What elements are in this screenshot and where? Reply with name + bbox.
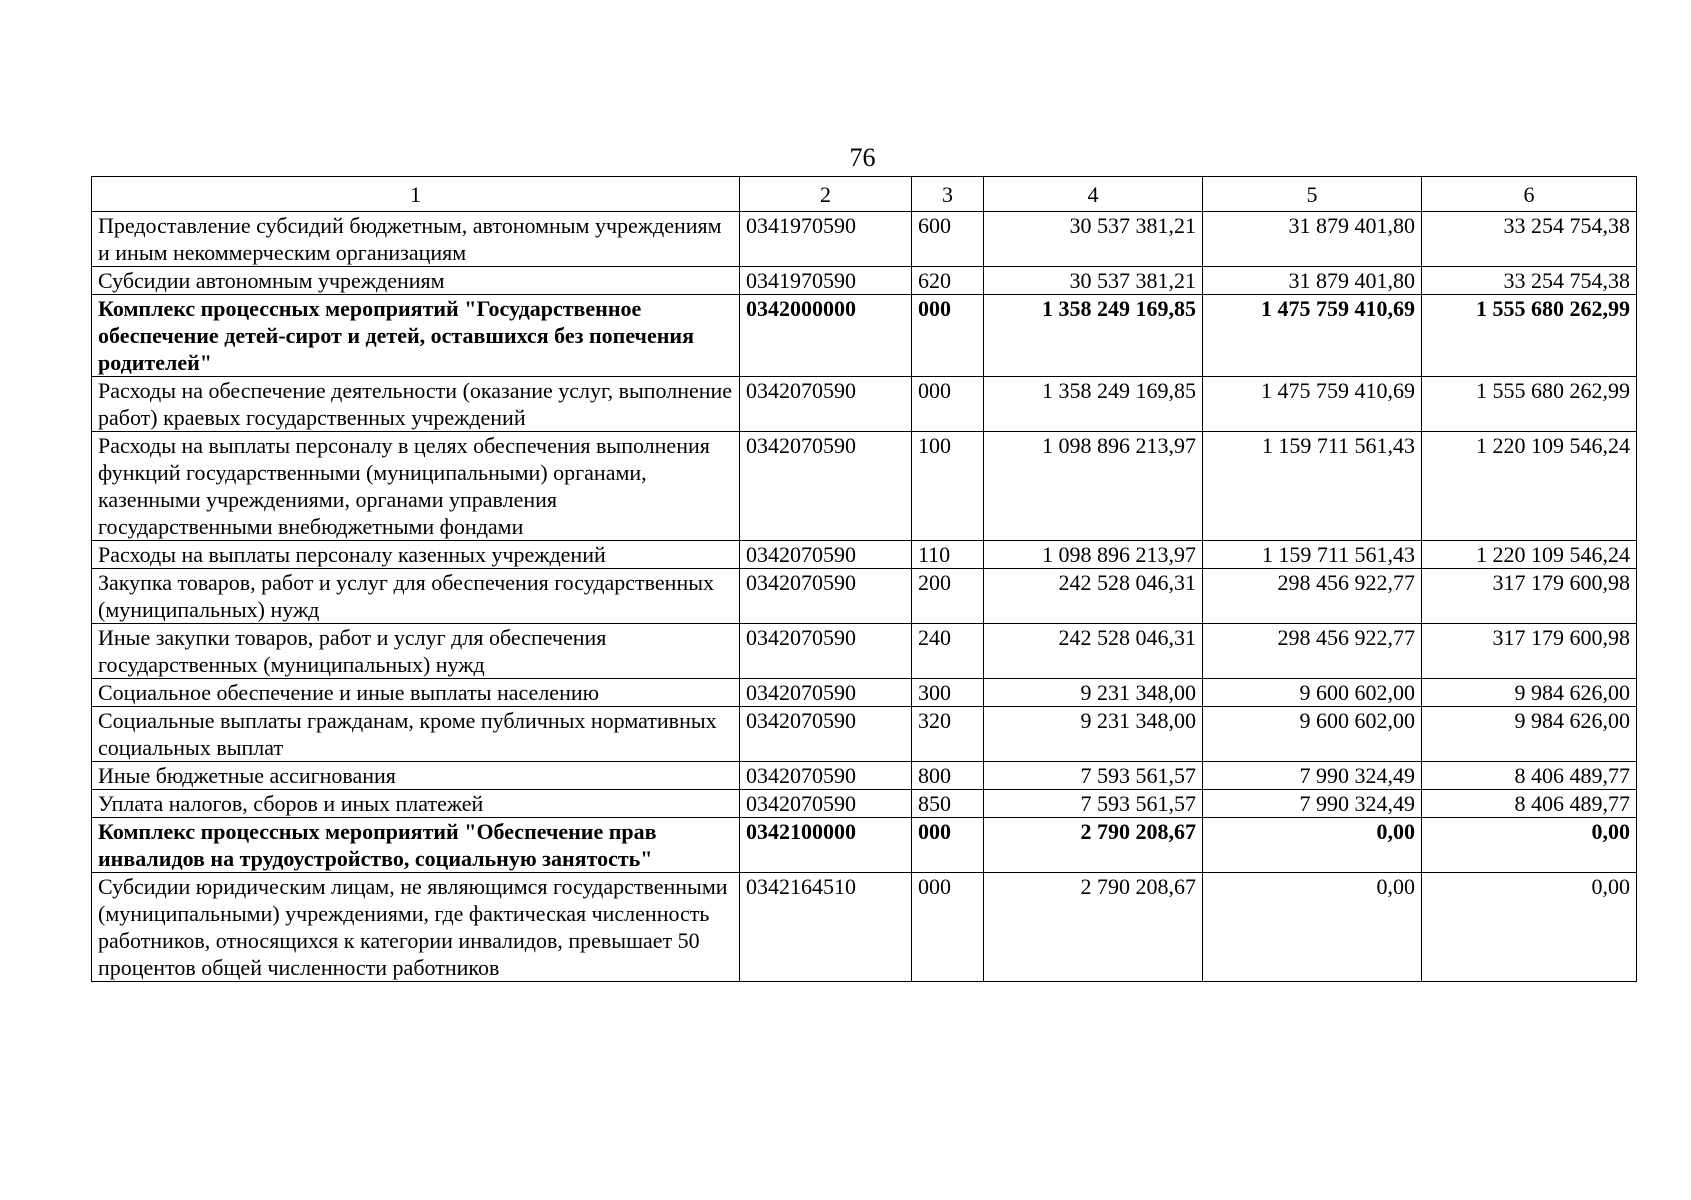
row-value-cell-6: 1 220 109 546,24 (1422, 541, 1637, 569)
row-name-cell: Иные закупки товаров, работ и услуг для обеспечения государственных (муниципальных) нужд (92, 624, 740, 679)
row-value-cell-5: 7 990 324,49 (1203, 762, 1422, 790)
row-name-cell: Расходы на выплаты персоналу казенных учреждений (92, 541, 740, 569)
row-name-cell: Субсидии юридическим лицам, не являющимся государственными (муниципальными) учреждениями, где фактическая численность работников, относящихся к категории инвалидов, превышает 50 процентов общей численности работников (92, 873, 740, 982)
row-code-cell: 0342070590 (740, 377, 912, 432)
table-row (92, 873, 1637, 982)
row-value-cell-5: 9 600 602,00 (1203, 679, 1422, 707)
row-value-cell-6: 1 555 680 262,99 (1422, 377, 1637, 432)
row-subcode-cell: 000 (912, 377, 984, 432)
row-value-cell-5: 1 475 759 410,69 (1203, 377, 1422, 432)
row-value-cell-6: 317 179 600,98 (1422, 624, 1637, 679)
table-row (92, 762, 1637, 790)
row-value-cell-5: 298 456 922,77 (1203, 569, 1422, 624)
row-name-cell: Социальное обеспечение и иные выплаты населению (92, 679, 740, 707)
row-value-cell-4: 242 528 046,31 (984, 569, 1203, 624)
table-body (92, 212, 1637, 982)
header-cell-6: 6 (1422, 177, 1637, 212)
header-row (92, 177, 1637, 212)
row-subcode-cell: 620 (912, 267, 984, 295)
header-cell-1: 1 (92, 177, 740, 212)
row-code-cell: 0342164510 (740, 873, 912, 982)
row-value-cell-6: 1 555 680 262,99 (1422, 295, 1637, 377)
row-value-cell-5: 9 600 602,00 (1203, 707, 1422, 762)
row-name-cell: Предоставление субсидий бюджетным, автономным учреждениям и иным некоммерческим организациям (92, 212, 740, 267)
row-subcode-cell: 000 (912, 818, 984, 873)
row-code-cell: 0342070590 (740, 541, 912, 569)
table-row (92, 624, 1637, 679)
row-value-cell-5: 31 879 401,80 (1203, 267, 1422, 295)
header-cell-4: 4 (984, 177, 1203, 212)
row-value-cell-4: 30 537 381,21 (984, 212, 1203, 267)
row-value-cell-6: 0,00 (1422, 818, 1637, 873)
table-row (92, 267, 1637, 295)
row-value-cell-5: 31 879 401,80 (1203, 212, 1422, 267)
row-code-cell: 0342070590 (740, 679, 912, 707)
row-value-cell-6: 8 406 489,77 (1422, 762, 1637, 790)
table-row (92, 790, 1637, 818)
row-value-cell-6: 1 220 109 546,24 (1422, 432, 1637, 541)
row-name-cell: Расходы на выплаты персоналу в целях обеспечения выполнения функций государственными (муниципальными) органами, казенными учреждениями, органами управления государственными внебюджетными фондами (92, 432, 740, 541)
row-value-cell-5: 1 475 759 410,69 (1203, 295, 1422, 377)
row-value-cell-4: 1 358 249 169,85 (984, 377, 1203, 432)
row-value-cell-5: 1 159 711 561,43 (1203, 541, 1422, 569)
table-row (92, 541, 1637, 569)
row-value-cell-6: 33 254 754,38 (1422, 267, 1637, 295)
row-value-cell-4: 2 790 208,67 (984, 873, 1203, 982)
table-row (92, 569, 1637, 624)
table-row (92, 432, 1637, 541)
row-code-cell: 0342070590 (740, 707, 912, 762)
row-name-cell: Закупка товаров, работ и услуг для обеспечения государственных (муниципальных) нужд (92, 569, 740, 624)
row-subcode-cell: 100 (912, 432, 984, 541)
row-subcode-cell: 000 (912, 873, 984, 982)
row-code-cell: 0342070590 (740, 790, 912, 818)
row-code-cell: 0342000000 (740, 295, 912, 377)
row-code-cell: 0342100000 (740, 818, 912, 873)
row-subcode-cell: 320 (912, 707, 984, 762)
row-value-cell-6: 9 984 626,00 (1422, 679, 1637, 707)
row-code-cell: 0342070590 (740, 432, 912, 541)
header-cell-3: 3 (912, 177, 984, 212)
budget-table (91, 176, 1637, 982)
row-value-cell-4: 1 098 896 213,97 (984, 541, 1203, 569)
row-code-cell: 0342070590 (740, 762, 912, 790)
row-name-cell: Субсидии автономным учреждениям (92, 267, 740, 295)
row-code-cell: 0342070590 (740, 569, 912, 624)
row-subcode-cell: 600 (912, 212, 984, 267)
table-row (92, 377, 1637, 432)
row-value-cell-4: 7 593 561,57 (984, 762, 1203, 790)
table-row (92, 707, 1637, 762)
row-value-cell-4: 1 358 249 169,85 (984, 295, 1203, 377)
row-value-cell-4: 2 790 208,67 (984, 818, 1203, 873)
row-value-cell-5: 1 159 711 561,43 (1203, 432, 1422, 541)
row-name-cell: Уплата налогов, сборов и иных платежей (92, 790, 740, 818)
row-value-cell-6: 8 406 489,77 (1422, 790, 1637, 818)
row-name-cell: Иные бюджетные ассигнования (92, 762, 740, 790)
row-value-cell-5: 298 456 922,77 (1203, 624, 1422, 679)
row-subcode-cell: 000 (912, 295, 984, 377)
row-subcode-cell: 850 (912, 790, 984, 818)
row-value-cell-4: 7 593 561,57 (984, 790, 1203, 818)
row-value-cell-4: 30 537 381,21 (984, 267, 1203, 295)
row-value-cell-5: 0,00 (1203, 873, 1422, 982)
row-value-cell-5: 0,00 (1203, 818, 1422, 873)
row-value-cell-6: 9 984 626,00 (1422, 707, 1637, 762)
table-row (92, 679, 1637, 707)
row-name-cell: Комплекс процессных мероприятий "Государственное обеспечение детей-сирот и детей, оставшихся без попечения родителей" (92, 295, 740, 377)
row-value-cell-5: 7 990 324,49 (1203, 790, 1422, 818)
row-subcode-cell: 200 (912, 569, 984, 624)
row-value-cell-4: 9 231 348,00 (984, 679, 1203, 707)
row-name-cell: Расходы на обеспечение деятельности (оказание услуг, выполнение работ) краевых государственных учреждений (92, 377, 740, 432)
row-subcode-cell: 300 (912, 679, 984, 707)
row-subcode-cell: 240 (912, 624, 984, 679)
row-code-cell: 0342070590 (740, 624, 912, 679)
row-value-cell-4: 9 231 348,00 (984, 707, 1203, 762)
header-cell-5: 5 (1203, 177, 1422, 212)
row-name-cell: Социальные выплаты гражданам, кроме публичных нормативных социальных выплат (92, 707, 740, 762)
row-name-cell: Комплекс процессных мероприятий "Обеспечение прав инвалидов на трудоустройство, социальную занятость" (92, 818, 740, 873)
row-value-cell-6: 317 179 600,98 (1422, 569, 1637, 624)
row-value-cell-4: 242 528 046,31 (984, 624, 1203, 679)
table-row (92, 818, 1637, 873)
row-subcode-cell: 800 (912, 762, 984, 790)
header-cell-2: 2 (740, 177, 912, 212)
table-row (92, 295, 1637, 377)
row-code-cell: 0341970590 (740, 267, 912, 295)
row-value-cell-6: 0,00 (1422, 873, 1637, 982)
page-number: 76 (849, 143, 876, 172)
row-code-cell: 0341970590 (740, 212, 912, 267)
row-value-cell-4: 1 098 896 213,97 (984, 432, 1203, 541)
row-value-cell-6: 33 254 754,38 (1422, 212, 1637, 267)
row-subcode-cell: 110 (912, 541, 984, 569)
table-row (92, 212, 1637, 267)
